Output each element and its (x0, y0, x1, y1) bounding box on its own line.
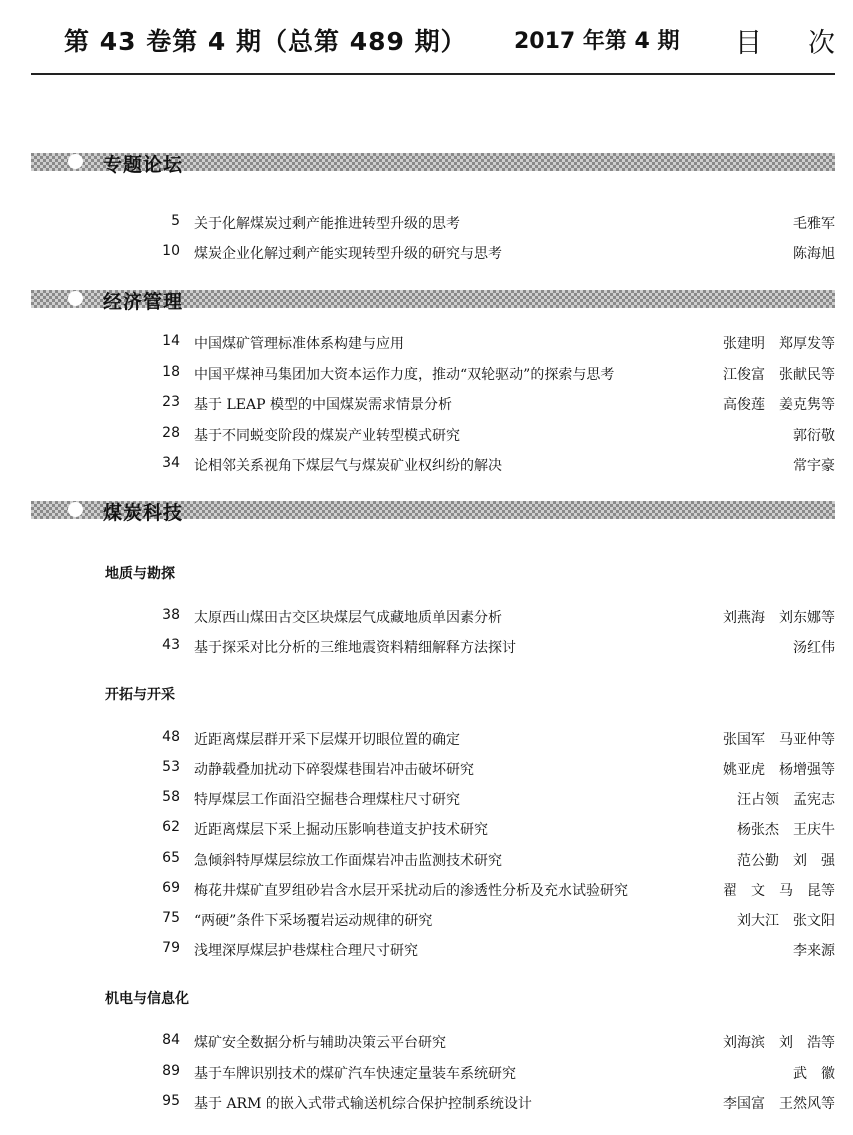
article-title[interactable]: 基于不同蜕变阶段的煤炭产业转型模式研究 (194, 428, 460, 444)
toc-entry[interactable] (0, 392, 853, 414)
article-authors: 江俊富 张献民等 (723, 367, 835, 383)
page-number: 10 (162, 243, 180, 259)
article-title[interactable]: 急倾斜特厚煤层综放工作面煤岩冲击监测技术研究 (194, 853, 502, 869)
article-title[interactable]: 关于化解煤炭过剩产能推进转型升级的思考 (194, 216, 460, 232)
article-title[interactable]: 基于 LEAP 模型的中国煤炭需求情景分析 (194, 397, 452, 413)
toc-entry[interactable] (0, 1061, 853, 1083)
article-authors: 刘燕海 刘东娜等 (723, 610, 835, 626)
toc-entry[interactable] (0, 878, 853, 900)
section-band-technology (31, 501, 835, 524)
article-title[interactable]: “两硬”条件下采场覆岩运动规律的研究 (194, 913, 433, 929)
page-number: 18 (162, 364, 180, 380)
article-authors: 李国富 王然风等 (723, 1096, 835, 1112)
article-authors: 刘海滨 刘 浩等 (723, 1035, 835, 1051)
article-title[interactable]: 论相邻关系视角下煤层气与煤炭矿业权纠纷的解决 (194, 458, 502, 474)
toc-entry[interactable] (0, 757, 853, 779)
article-title[interactable]: 基于车牌识别技术的煤矿汽车快速定量装车系统研究 (194, 1066, 516, 1082)
toc-entry[interactable] (0, 727, 853, 749)
subsection-title: 机电与信息化 (105, 991, 189, 1007)
toc-entry[interactable] (0, 241, 853, 263)
article-authors: 李来源 (793, 943, 835, 959)
page-header (0, 0, 853, 76)
article-authors: 汤红伟 (793, 640, 835, 656)
page-number: 14 (162, 333, 180, 349)
page-number: 28 (162, 425, 180, 441)
page-number: 43 (162, 637, 180, 653)
article-authors: 郭衍敬 (793, 428, 835, 444)
page-number: 23 (162, 394, 180, 410)
toc-entry[interactable] (0, 211, 853, 233)
article-title[interactable]: 特厚煤层工作面沿空掘巷合理煤柱尺寸研究 (194, 792, 460, 808)
toc-entry[interactable] (0, 362, 853, 384)
page-number: 79 (162, 940, 180, 956)
page-number: 53 (162, 759, 180, 775)
article-title[interactable]: 基于 ARM 的嵌入式带式输送机综合保护控制系统设计 (194, 1096, 532, 1112)
page-number: 62 (162, 819, 180, 835)
article-authors: 翟 文 马 昆等 (723, 883, 835, 899)
toc-entry[interactable] (0, 1091, 853, 1113)
toc-entry[interactable] (0, 938, 853, 960)
page-number: 48 (162, 729, 180, 745)
page-number: 38 (162, 607, 180, 623)
bullet-circle-icon (68, 291, 83, 306)
section-title: 专题论坛 (103, 154, 184, 176)
section-band-forum (31, 153, 835, 176)
article-title[interactable]: 基于探采对比分析的三维地震资料精细解释方法探讨 (194, 640, 516, 656)
article-title[interactable]: 浅埋深厚煤层护巷煤柱合理尺寸研究 (194, 943, 418, 959)
article-title[interactable]: 煤炭企业化解过剩产能实现转型升级的研究与思考 (194, 246, 502, 262)
article-title[interactable]: 中国煤矿管理标准体系构建与应用 (194, 336, 404, 352)
section-title: 煤炭科技 (103, 502, 184, 524)
toc-entry[interactable] (0, 817, 853, 839)
article-authors: 杨张杰 王庆牛 (737, 822, 835, 838)
article-title[interactable]: 梅花井煤矿直罗组砂岩含水层开采扰动后的渗透性分析及充水试验研究 (194, 883, 628, 899)
toc-entry[interactable] (0, 908, 853, 930)
article-authors: 张国军 马亚仲等 (723, 732, 835, 748)
volume-info: 第 43 卷第 4 期（总第 489 期） (64, 27, 467, 56)
article-authors: 武 徽 (793, 1066, 835, 1082)
article-title[interactable]: 近距离煤层群开采下层煤开切眼位置的确定 (194, 732, 460, 748)
toc-entry[interactable] (0, 848, 853, 870)
issue-info: 2017 年第 4 期 (514, 29, 680, 54)
article-authors: 高俊莲 姜克隽等 (723, 397, 835, 413)
page-number: 58 (162, 789, 180, 805)
subsection-title: 地质与勘探 (105, 566, 175, 582)
article-authors: 范公勤 刘 强 (737, 853, 835, 869)
toc-entry[interactable] (0, 331, 853, 353)
article-authors: 陈海旭 (793, 246, 835, 262)
toc-entry[interactable] (0, 423, 853, 445)
article-title[interactable]: 近距离煤层下采上掘动压影响巷道支护技术研究 (194, 822, 488, 838)
page-number: 65 (162, 850, 180, 866)
article-authors: 毛雅军 (793, 216, 835, 232)
article-authors: 张建明 郑厚发等 (723, 336, 835, 352)
article-authors: 姚亚虎 杨增强等 (723, 762, 835, 778)
page-number: 75 (162, 910, 180, 926)
section-band-economy (31, 290, 835, 313)
toc-entry[interactable] (0, 635, 853, 657)
header-rule (31, 73, 835, 75)
page-number: 95 (162, 1093, 180, 1109)
toc-entry[interactable] (0, 787, 853, 809)
subsection-title: 开拓与开采 (105, 687, 175, 703)
page-number: 84 (162, 1032, 180, 1048)
section-title: 经济管理 (103, 291, 184, 313)
toc-entry[interactable] (0, 605, 853, 627)
page-number: 5 (171, 213, 180, 229)
article-title[interactable]: 煤矿安全数据分析与辅助决策云平台研究 (194, 1035, 446, 1051)
article-title[interactable]: 太原西山煤田古交区块煤层气成藏地质单因素分析 (194, 610, 502, 626)
article-authors: 常宇豪 (793, 458, 835, 474)
article-title[interactable]: 动静载叠加扰动下碎裂煤巷围岩冲击破坏研究 (194, 762, 474, 778)
article-title[interactable]: 中国平煤神马集团加大资本运作力度，推动“双轮驱动”的探索与思考 (194, 367, 615, 383)
article-authors: 刘大江 张文阳 (737, 913, 835, 929)
toc-entry[interactable] (0, 1030, 853, 1052)
toc-heading-char-1: 目 (735, 28, 762, 59)
toc-entry[interactable] (0, 453, 853, 475)
bullet-circle-icon (68, 502, 83, 517)
page-number: 89 (162, 1063, 180, 1079)
page-number: 34 (162, 455, 180, 471)
bullet-circle-icon (68, 154, 83, 169)
article-authors: 汪占领 孟宪志 (737, 792, 835, 808)
page-number: 69 (162, 880, 180, 896)
toc-heading-char-2: 次 (808, 28, 835, 59)
